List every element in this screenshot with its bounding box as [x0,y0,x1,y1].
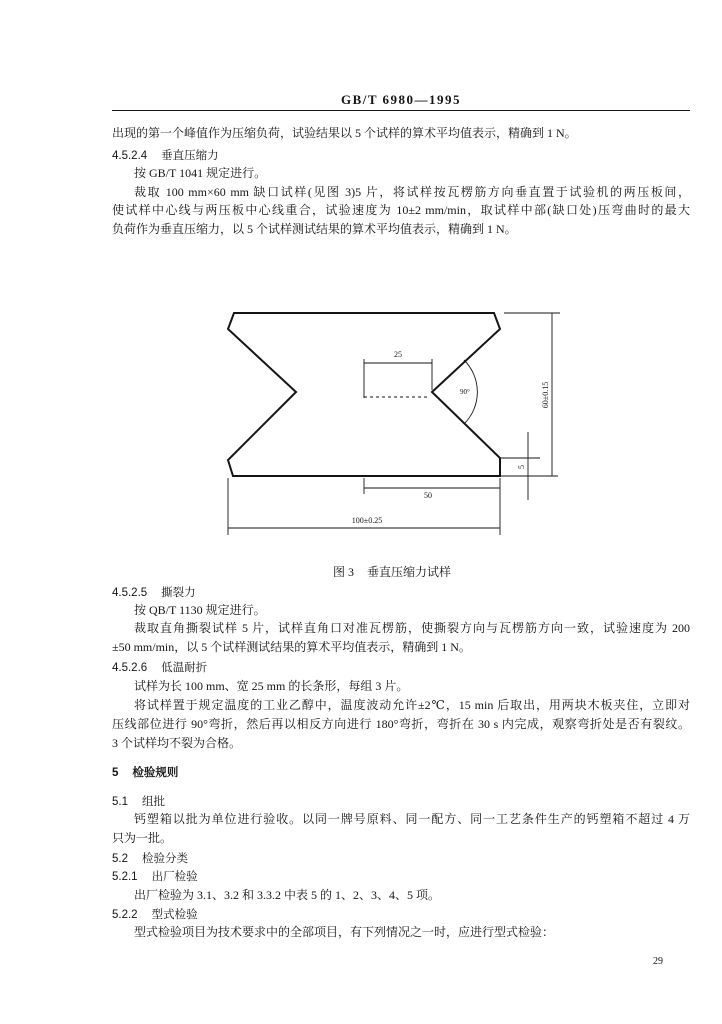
clause-4-5-2-5-line: 裁取直角撕裂试样 5 片，试样直角口对准瓦楞筋，使撕裂方向与瓦楞筋方向一致，试验速度为 200 [134,621,690,635]
clause-heading-5-2 [112,850,188,866]
clause-5-1-line: 钙塑箱以批为单位进行验收。以同一牌号原料、同一配方、同一工艺条件生产的钙塑箱不超过 4 万 [134,812,690,826]
edge-label: 5 [517,465,526,469]
clause-heading-4-5-2-6 [112,659,207,675]
chapter-number: 5 [112,767,119,779]
clause-number: 4.5.2.6 [112,662,148,674]
clause-heading-4-5-2-4 [112,147,219,163]
clause-4-5-2-4-line: 负荷作为垂直压缩力，以 5 个试样测试结果的算术平均值表示，精确到 1 N。 [112,222,517,236]
clause-title: 型式检验 [151,907,198,921]
clause-4-5-2-5-line: ±50 mm/min，以 5 个试样测试结果的算术平均值表示，精确到 1 N。 [112,640,471,654]
clause-5-1-line: 只为一批。 [112,831,173,845]
clause-title: 检验分类 [142,851,188,865]
page-number: 29 [653,956,663,967]
clause-heading-5-2-2 [112,906,198,922]
figure-title: 垂直压缩力试样 [367,565,452,579]
clause-number: 5.2.2 [112,909,138,921]
figure-3-drawing [220,300,580,545]
notch-angle-label: 90° [460,388,470,396]
clause-number: 4.5.2.4 [112,150,148,162]
notch-depth-label: 25 [394,350,402,359]
clause-number: 5.1 [112,796,128,808]
clause-heading-4-5-2-5 [112,584,196,600]
clause-heading-5-2-1 [112,868,198,884]
clause-number: 4.5.2.5 [112,587,148,599]
clause-4-5-2-6-line: 压线部位进行 90°弯折，然后再以相反方向进行 180°弯折，弯折在 30 s 内完成，观察弯折处是否有裂纹。 [112,717,690,731]
clause-4-5-2-4-line: 使试样中心线与两压板中心线重合，试验速度为 10±2 mm/min，取试样中部(缺口处)压弯曲时的最大 [112,203,690,217]
clause-number: 5.2 [112,853,128,865]
clause-4-5-2-6-line: 3 个试样均不裂为合格。 [112,736,242,750]
figure-number: 图 3 [333,565,355,579]
clause-4-5-2-4-line: 裁取 100 mm×60 mm 缺口试样(见图 3)5 片，将试样按瓦楞筋方向垂直置于试验机的两压板间， [134,185,690,199]
clause-title: 组批 [142,794,165,808]
clause-heading-5-1 [112,793,165,809]
width-label: 100±0.25 [351,516,383,525]
clause-title: 撕裂力 [161,585,196,599]
clause-5-2-2-line: 型式检验项目为技术要求中的全部项目，有下列情况之一时，应进行型式检验： [134,925,555,939]
clause-4-5-2-4-line: 按 GB/T 1041 规定进行。 [134,166,267,180]
half-width-label: 50 [424,491,432,500]
clause-number: 5.2.1 [112,871,138,883]
chapter-title: 检验规则 [132,765,179,779]
clause-title: 低温耐折 [161,660,208,674]
figure-caption [333,564,451,580]
height-label: 60±0.15 [541,381,550,409]
clause-title: 出厂检验 [151,869,198,883]
clause-4-5-2-6-line: 将试样置于规定温度的工业乙醇中，温度波动允许±2℃，15 min 后取出，用两块木板夹住，立即对 [134,698,690,712]
chapter-heading-5 [112,764,178,780]
clause-4-5-2-5-line: 按 QB/T 1130 规定进行。 [134,603,266,617]
standard-code-header: GB/T 6980—1995 [340,92,462,107]
clause-4-5-2-6-line: 试样为长 100 mm、宽 25 mm 的长条形，每组 3 片。 [134,679,409,693]
carryover-line: 出现的第一个峰值作为压缩负荷，试验结果以 5 个试样的算术平均值表示，精确到 1 N。 [112,126,577,140]
clause-title: 垂直压缩力 [161,148,219,162]
clause-5-2-1-line: 出厂检验为 3.1、3.2 和 3.3.2 中表 5 的 1、2、3、4、5 项。 [134,888,441,902]
header-rule [112,110,690,111]
